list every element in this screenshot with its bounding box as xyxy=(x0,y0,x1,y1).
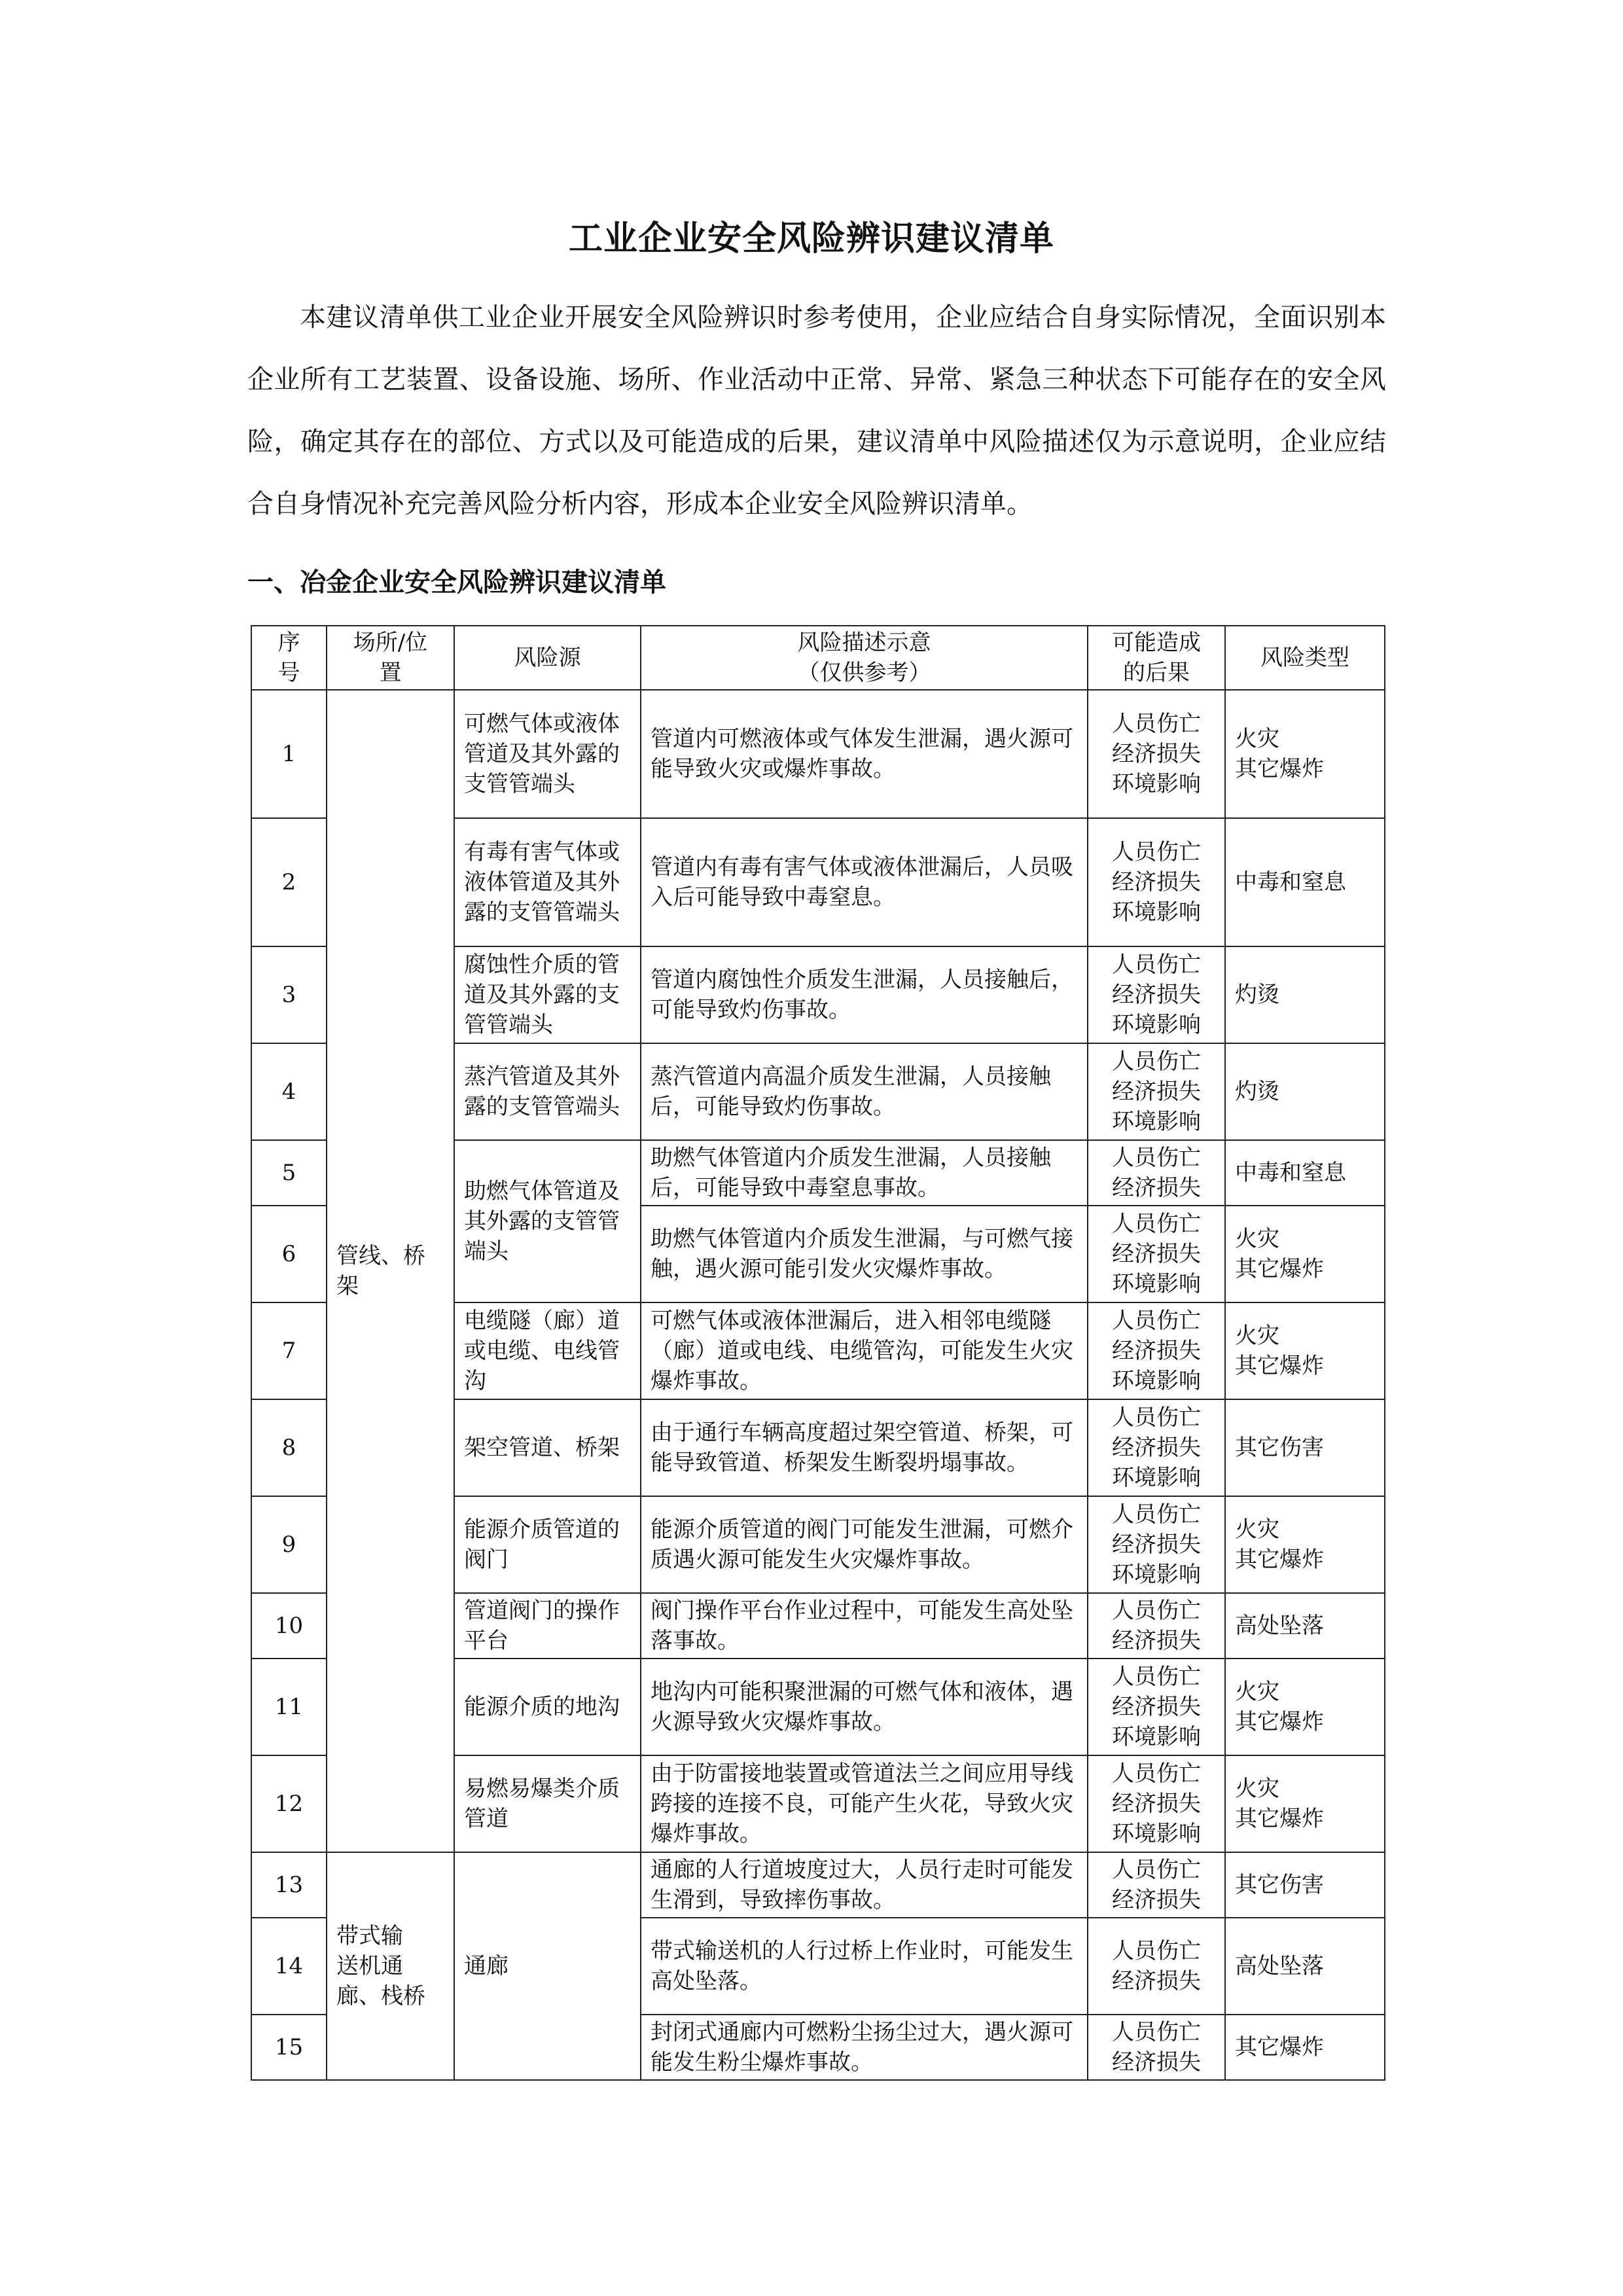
cell-desc: 管道内有毒有害气体或液体泄漏后，人员吸入后可能导致中毒窒息。 xyxy=(641,818,1088,946)
header-source: 风险源 xyxy=(454,626,641,690)
cell-consequence: 人员伤亡 经济损失 环境影响 xyxy=(1088,1399,1225,1496)
cell-type: 高处坠落 xyxy=(1225,1918,1385,2015)
cell-desc: 由于通行车辆高度超过架空管道、桥架，可能导致管道、桥架发生断裂坍塌事故。 xyxy=(641,1399,1088,1496)
table-row xyxy=(251,690,1385,818)
cell-desc: 管道内可燃液体或气体发生泄漏，遇火源可能导致火灾或爆炸事故。 xyxy=(641,690,1088,818)
cell-type: 火灾 其它爆炸 xyxy=(1225,1496,1385,1593)
cell-desc: 由于防雷接地装置或管道法兰之间应用导线跨接的连接不良，可能产生火花，导致火灾爆炸事故。 xyxy=(641,1755,1088,1852)
cell-type: 火灾 其它爆炸 xyxy=(1225,1659,1385,1755)
cell-consequence: 人员伤亡 经济损失 环境影响 xyxy=(1088,1043,1225,1140)
header-desc: 风险描述示意 （仅供参考） xyxy=(641,626,1088,690)
cell-type: 火灾 其它爆炸 xyxy=(1225,1302,1385,1399)
cell-consequence: 人员伤亡 经济损失 环境影响 xyxy=(1088,818,1225,946)
cell-type: 灼烫 xyxy=(1225,946,1385,1043)
cell-consequence: 人员伤亡 经济损失 环境影响 xyxy=(1088,946,1225,1043)
cell-idx: 8 xyxy=(251,1399,327,1496)
cell-idx: 3 xyxy=(251,946,327,1043)
cell-type: 中毒和窒息 xyxy=(1225,818,1385,946)
cell-source: 电缆隧（廊）道或电缆、电线管沟 xyxy=(454,1302,641,1399)
cell-source: 架空管道、桥架 xyxy=(454,1399,641,1496)
cell-idx: 14 xyxy=(251,1918,327,2015)
cell-consequence: 人员伤亡 经济损失 xyxy=(1088,2015,1225,2080)
cell-idx: 7 xyxy=(251,1302,327,1399)
table-header-row xyxy=(251,626,1385,690)
header-idx: 序 号 xyxy=(251,626,327,690)
header-consequence: 可能造成 的后果 xyxy=(1088,626,1225,690)
cell-idx: 15 xyxy=(251,2015,327,2080)
cell-idx: 11 xyxy=(251,1659,327,1755)
cell-source: 助燃气体管道及其外露的支管管端头 xyxy=(454,1140,641,1302)
cell-desc: 蒸汽管道内高温介质发生泄漏，人员接触后，可能导致灼伤事故。 xyxy=(641,1043,1088,1140)
cell-desc: 助燃气体管道内介质发生泄漏，与可燃气接触，遇火源可能引发火灾爆炸事故。 xyxy=(641,1206,1088,1302)
cell-desc: 可燃气体或液体泄漏后，进入相邻电缆隧（廊）道或电线、电缆管沟，可能发生火灾爆炸事故。 xyxy=(641,1302,1088,1399)
cell-idx: 10 xyxy=(251,1593,327,1659)
risk-table xyxy=(251,625,1385,2081)
cell-desc: 管道内腐蚀性介质发生泄漏，人员接触后，可能导致灼伤事故。 xyxy=(641,946,1088,1043)
cell-source: 能源介质的地沟 xyxy=(454,1659,641,1755)
intro-paragraph: 本建议清单供工业企业开展安全风险辨识时参考使用，企业应结合自身实际情况，全面识别本企业所有工艺装置、设备设施、场所、作业活动中正常、异常、紧急三种状态下可能存在的安全风险，确定其存在的部位、方式以及可能造成的后果，建议清单中风险描述仅为示意说明，企业应结合自身情况补充完善风险分析内容，形成本企业安全风险辨识清单。 xyxy=(247,302,1386,519)
cell-desc: 带式输送机的人行过桥上作业时，可能发生高处坠落。 xyxy=(641,1918,1088,2015)
header-type: 风险类型 xyxy=(1225,626,1385,690)
cell-consequence: 人员伤亡 经济损失 xyxy=(1088,1918,1225,2015)
cell-idx: 9 xyxy=(251,1496,327,1593)
cell-type: 高处坠落 xyxy=(1225,1593,1385,1659)
cell-type: 中毒和窒息 xyxy=(1225,1140,1385,1206)
table-row xyxy=(251,1852,1385,1918)
header-location: 场所/位 置 xyxy=(327,626,454,690)
cell-source: 管道阀门的操作平台 xyxy=(454,1593,641,1659)
cell-consequence: 人员伤亡 经济损失 环境影响 xyxy=(1088,1496,1225,1593)
cell-type: 火灾 其它爆炸 xyxy=(1225,1755,1385,1852)
cell-consequence: 人员伤亡 经济损失 环境影响 xyxy=(1088,1659,1225,1755)
cell-source: 可燃气体或液体管道及其外露的支管管端头 xyxy=(454,690,641,818)
section-heading: 一、冶金企业安全风险辨识建议清单 xyxy=(247,567,666,598)
cell-source: 易燃易爆类介质管道 xyxy=(454,1755,641,1852)
cell-consequence: 人员伤亡 经济损失 xyxy=(1088,1140,1225,1206)
cell-desc: 通廊的人行道坡度过大，人员行走时可能发生滑到，导致摔伤事故。 xyxy=(641,1852,1088,1918)
cell-idx: 5 xyxy=(251,1140,327,1206)
cell-consequence: 人员伤亡 经济损失 xyxy=(1088,1593,1225,1659)
cell-idx: 2 xyxy=(251,818,327,946)
cell-source: 蒸汽管道及其外露的支管管端头 xyxy=(454,1043,641,1140)
cell-consequence: 人员伤亡 经济损失 环境影响 xyxy=(1088,1206,1225,1302)
cell-desc: 地沟内可能积聚泄漏的可燃气体和液体，遇火源导致火灾爆炸事故。 xyxy=(641,1659,1088,1755)
cell-location: 带式输 送机通 廊、栈桥 xyxy=(327,1852,454,2080)
cell-location: 管线、桥 架 xyxy=(327,690,454,1852)
cell-consequence: 人员伤亡 经济损失 环境影响 xyxy=(1088,690,1225,818)
cell-type: 其它爆炸 xyxy=(1225,2015,1385,2080)
cell-desc: 阀门操作平台作业过程中，可能发生高处坠落事故。 xyxy=(641,1593,1088,1659)
cell-desc: 封闭式通廊内可燃粉尘扬尘过大，遇火源可能发生粉尘爆炸事故。 xyxy=(641,2015,1088,2080)
cell-idx: 1 xyxy=(251,690,327,818)
cell-consequence: 人员伤亡 经济损失 xyxy=(1088,1852,1225,1918)
cell-type: 灼烫 xyxy=(1225,1043,1385,1140)
cell-type: 火灾 其它爆炸 xyxy=(1225,690,1385,818)
cell-type: 其它伤害 xyxy=(1225,1852,1385,1918)
cell-idx: 4 xyxy=(251,1043,327,1140)
cell-consequence: 人员伤亡 经济损失 环境影响 xyxy=(1088,1755,1225,1852)
cell-desc: 能源介质管道的阀门可能发生泄漏，可燃介质遇火源可能发生火灾爆炸事故。 xyxy=(641,1496,1088,1593)
cell-type: 火灾 其它爆炸 xyxy=(1225,1206,1385,1302)
cell-source: 通廊 xyxy=(454,1852,641,2080)
cell-source: 能源介质管道的阀门 xyxy=(454,1496,641,1593)
cell-consequence: 人员伤亡 经济损失 环境影响 xyxy=(1088,1302,1225,1399)
cell-idx: 13 xyxy=(251,1852,327,1918)
cell-desc: 助燃气体管道内介质发生泄漏，人员接触后，可能导致中毒窒息事故。 xyxy=(641,1140,1088,1206)
cell-source: 有毒有害气体或液体管道及其外露的支管管端头 xyxy=(454,818,641,946)
cell-idx: 12 xyxy=(251,1755,327,1852)
cell-idx: 6 xyxy=(251,1206,327,1302)
cell-type: 其它伤害 xyxy=(1225,1399,1385,1496)
page-title: 工业企业安全风险辨识建议清单 xyxy=(568,219,1054,259)
cell-source: 腐蚀性介质的管道及其外露的支管管端头 xyxy=(454,946,641,1043)
